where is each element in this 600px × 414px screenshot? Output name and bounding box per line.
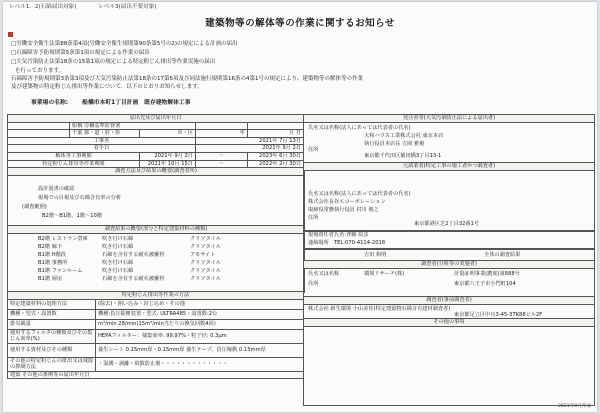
- cell: 特定建築材料の処理方法: [8, 299, 96, 309]
- table-row: [8, 329, 304, 343]
- cell: ・湿潤・剥離・飛散防止剤・・・・・・・・・・・・・: [96, 357, 304, 371]
- cell: その他の特定粉じんの排出又は飛散の抑制方法: [8, 357, 96, 371]
- survey-line-1: 設計図書の確認: [38, 186, 75, 192]
- result-row: クリソタイル: [190, 260, 221, 266]
- cell: m³/min 28/min(15m³/min当たりの換気回数4回): [96, 319, 304, 329]
- method-table: [7, 291, 304, 379]
- result-header: 調査結果の概要(部分と特定建築材料の種類): [8, 226, 304, 234]
- cell: 2021年 9月 2日: [140, 152, 196, 160]
- client-rep: 執行役員本店長 吉岡 雅俊: [364, 141, 425, 147]
- cell: 船橋 労働基準監督署: [70, 122, 196, 130]
- result-row: 吹き付け石綿: [102, 268, 134, 274]
- cell: 養生シート 0.15mm厚・0.15mm厚 養生テープ、負圧稼動 0.15mm厚: [96, 343, 304, 357]
- table-row: [8, 371, 304, 379]
- project-name: [31, 100, 191, 107]
- cell: [8, 130, 70, 138]
- table-row: [8, 357, 304, 371]
- cell: 月 日: [248, 130, 304, 138]
- cell: 年: [196, 130, 248, 138]
- cell: 2023年 6月 30日: [248, 152, 304, 160]
- cell: HEPAフィルター：捕集効率: 99.97%・粒子径: 0.3μm: [96, 329, 304, 343]
- subcontractor-addr: 東京都八王子市小門町104: [454, 281, 516, 287]
- contractor-addr-label: 住所: [308, 215, 319, 221]
- other-notices-box: [303, 318, 595, 406]
- result-box: [7, 225, 305, 293]
- cell: 2021年 9月 2日: [196, 145, 304, 153]
- client-box: [303, 114, 595, 164]
- contact: 連絡場所 TEL:070-4114-2018: [308, 240, 386, 246]
- result-row: B2階 レストラン倉庫: [38, 236, 88, 242]
- survey-box: [7, 167, 305, 227]
- contractor-box: [303, 162, 595, 232]
- contractor-addr: 東京都港区芝2丁目32番1号: [414, 221, 480, 227]
- other-notices-header: その他の事項: [304, 319, 594, 327]
- table-row: [8, 299, 304, 309]
- cell: (除去)・囲い込み・封じ込め・その他: [96, 299, 304, 309]
- table-row: [8, 122, 304, 130]
- result-row: B1階 事務所: [38, 260, 68, 266]
- cell: [248, 122, 304, 130]
- law-line-3: □大気汚染防止法第18条の15第1項の規定による特定粉じん排出等作業実施の届出: [11, 59, 216, 65]
- cell: 千葉 都・道・府・県: [70, 130, 140, 138]
- cell: 着手日: [8, 145, 196, 153]
- investigator-name: 吉田 和明: [364, 252, 387, 258]
- cell: 排気風量: [8, 319, 96, 329]
- responsible: 現場責任者氏名:斉藤 辰彦: [308, 232, 369, 238]
- subcontractor-box: [303, 260, 595, 298]
- project-value: 船橋市本町1丁目計画 既存建物解体工事: [82, 100, 191, 106]
- cell: 解体等工事期間: [8, 152, 140, 160]
- table-row: [8, 130, 304, 138]
- cell: 2021年 7月 13日: [196, 137, 304, 145]
- responsible-box: [303, 230, 595, 250]
- cell: 機種:負圧除塵装置・型式: ULTRA485・設置数:2台: [96, 309, 304, 319]
- notice-sheet: [3, 2, 597, 412]
- cell: 特定粉じん排出等作業期間: [8, 160, 140, 168]
- table-row: [8, 343, 304, 357]
- investigator-result: 全体の調査結果: [484, 252, 521, 258]
- level-labels: [9, 4, 176, 11]
- cell: 機種・型式・設置数: [8, 309, 96, 319]
- result-row: B1階 H階段: [38, 252, 66, 258]
- law-line-2: □石綿障害予防規則第5条第1項の規定による作業の届出: [11, 50, 150, 56]
- survey-line-4: B2階～B1階、1階～10階: [42, 213, 102, 219]
- result-row: B1階 厨房: [38, 276, 63, 282]
- law-line-5: 石綿障害予防規則第3条第3項及び大気汚染防止法第18条の17第5項及び同法施行規則第16条の4第1号の規定により、建築物等の解体等の作業: [11, 76, 363, 82]
- result-row: 吹き付け石綿: [102, 260, 134, 266]
- cell: 2021年 10月 15日: [140, 160, 196, 168]
- notification-table: [7, 114, 304, 168]
- law-line-1: □労働安全衛生法第88条第4項(労働安全衛生規則第90条第5号の2)の規定による計画の届出: [11, 41, 238, 47]
- client-addr: 東京都千代田区飯田橋3丁目13-1: [364, 153, 442, 159]
- cell: 工事名: [8, 137, 196, 145]
- subcontractor-header: 調査者(分析等の実施者): [304, 261, 594, 269]
- cell: 使用する資材及びその種類: [8, 343, 96, 357]
- client-addr-label: 住所: [308, 147, 319, 153]
- result-row: 石綿を含有する耐火被覆材: [102, 252, 165, 258]
- contractor-rep: 取締役常務執行役員 村川 俊之: [308, 207, 379, 213]
- cell: ～: [196, 152, 248, 160]
- table-row: [8, 152, 304, 160]
- cell: 市・区: [140, 130, 196, 138]
- result-row: クリソタイル: [190, 236, 221, 242]
- subcontractor-name: 環境リサーチ(株): [364, 271, 405, 277]
- cell: [196, 122, 248, 130]
- table-row: [8, 309, 304, 319]
- law-line-4: を行っております。: [15, 68, 65, 74]
- project-label: 事業場の名称:: [31, 100, 69, 106]
- cell: 建築 その他の条例等の届出年月日: [8, 371, 304, 379]
- footer-date: 2021年8月作成: [558, 404, 591, 410]
- subcontractor-name-label: 氏名又は名称: [308, 271, 340, 277]
- cell: ～: [196, 160, 248, 168]
- red-check-mark: [8, 32, 13, 37]
- table-row: [8, 319, 304, 329]
- level-notifiable: レベル1、2(石綿届出対象): [9, 4, 77, 10]
- result-row: クリソタイル: [190, 276, 221, 282]
- cell: 使用するフィルタの種類及びその集じん効率(%): [8, 329, 96, 343]
- table-row: [8, 145, 304, 153]
- survey-line-3: (調査範囲): [22, 204, 47, 210]
- contractor-name-label: 氏名又は名称(法人にあっては代表者の氏名): [308, 191, 411, 197]
- level-not-notifiable: レベル3(届出不要対象): [98, 4, 157, 10]
- cell: 2022年 2月 30日: [248, 160, 304, 168]
- analyst-name: 株式会社 新生環境 小山美佳(特定建築物石綿含有建材調査者): [308, 306, 451, 312]
- subcontractor-license: 計量証明事業(濃度)第688号: [454, 271, 520, 277]
- client-header: 発注者等(大気汚染防止法による届出者): [304, 115, 594, 123]
- notify-header: 届出先及び届出年月日: [8, 115, 304, 123]
- document-title: 建築物等の解体等の作業に関するお知らせ: [205, 18, 395, 29]
- analyst-addr: 東京都足立区中川3-45-3TK88ビル2F: [454, 312, 543, 318]
- cell: [8, 122, 70, 130]
- result-row: 吹き付け石綿: [102, 236, 134, 242]
- subcontractor-addr-label: 住所: [308, 281, 319, 287]
- result-row: B2階 廊下: [38, 244, 63, 250]
- result-row: アモサイト: [190, 252, 216, 258]
- contractor-header: 元請業者(特定工事の施工者かつ調査者): [304, 163, 594, 171]
- result-row: B1階 ファンルーム: [38, 268, 83, 274]
- result-row: 吹き付け石綿: [102, 244, 134, 250]
- result-row: クリソタイル: [190, 268, 221, 274]
- result-row: クリソタイル: [190, 244, 221, 250]
- table-row: [8, 137, 304, 145]
- survey-header: 調査方法及び結果の概要(調査者所): [8, 168, 304, 176]
- contractor-name: 株式会社長谷エコーポレーション: [308, 199, 386, 205]
- result-row: 石綿を含有する耐火被覆材: [102, 276, 165, 282]
- survey-line-2: 現場での目視及び石綿含有率の分析: [38, 195, 122, 201]
- law-line-6: 及び建築物の特定粉じん排出等作業について、以下のとおりお知らせします。: [11, 84, 203, 90]
- method-header: 特定粉じん排出等作業の方法: [8, 292, 304, 300]
- client-name-label: 氏名又は名称(法人にあっては代表者の氏名): [308, 125, 411, 131]
- analyst-box: [303, 296, 595, 320]
- analyst-header: 調査者(事前調査者): [304, 297, 594, 305]
- client-name: 大和ハウス工業株式会社 東京本店: [364, 133, 444, 139]
